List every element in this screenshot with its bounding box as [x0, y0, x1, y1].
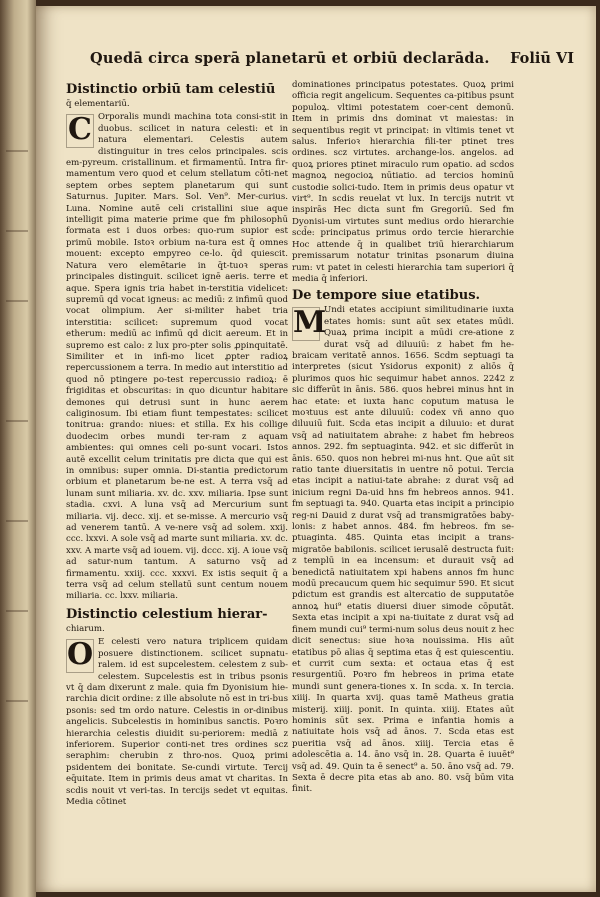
paragraph-etatibus: [292, 305, 514, 795]
left-text-column: [66, 80, 288, 808]
right-text-column: [292, 80, 514, 796]
section-heading-hierarchiarum: Distinctio celestium hierar-: [66, 606, 268, 622]
book-page: [36, 6, 596, 892]
drop-initial-o: O: [67, 637, 94, 673]
paragraph-hierarchiarum-text: E celesti vero natura triplicem quidam posuere distinctionem. scilicet supnatu-ralem. id est supcelestem. celestem z sub-celestem. Supcelestis est in tribus psonis vt q̄ dam dixerunt z male. quia fm Dyonisium hie-rarchia dicit ordine: z ille absolute nō est in tri-bus psonis: sed tm ordo nature. Celestis in or-dinibus angelicis. Subcelestis in hominibus sanctis. Poꝛro hierarchia celestis diuidit su-periorem: mediā z inferiorem. Superior conti-net tres ordines scz seraphim: cherubin z thro-nos. Quoꝝ primi psidentem dei bonitate. Se-cundi virtute. Tercij eq̄uitate. Item in primis deus amat vt charitas. In scdis nouit vt veri-tas. In tercijs sedet vt equitas. Media cōtinet: [66, 637, 288, 807]
section-heading-orbium: Distinctio orbiū tam celestiū: [66, 82, 276, 97]
section-heading-orbium-cont: q̄ elementariū.: [66, 99, 130, 109]
drop-initial-c: C: [66, 114, 94, 148]
facing-page-edge: [0, 0, 36, 897]
paragraph-orbium-text: Orporalis mundi machina tota consi-stit in duobus. scilicet in natura celesti: et in natura elementari. Celestis autem distinguitur in tres celos principales. scis em-pyreum. cristallinum. et firmamentū. Intra fir-mamentum vero quod et celum stellatum cōti-net septem orbes septem planetarum qui sunt Saturnus. Jupiter. Mars. Sol. Ven⁹. Mer-curius. Luna. Nomine autē celi cristallini siue aque intelligit pima materie prime que fm philosophū formata est i duos orbes: quo-rum supior est primū mobile. Istoꝛ orbium na-tura est q̄ omnes mouent: excepto empyreo ce-lo. q̄d quiescit. Natura vero elemētarie in q̄t-tuoꝛ speras principales distinguit. scilicet ignē aeris. terre et aque. Spera ignis tria habet in-terstitia videlicet: supremū qd vocat igneus: ac mediū: z infimū quod vocat olimpium. Aer si-militer habet tria interstitia: scilicet: supremum quod vocat etherum: mediū ac infimū qd dicit aereum. Et in supremo est calo: z lux pro-pter solis ꝓpinquitatē. Similiter et in infi-mo licet ꝓpter radioꝝ repercussionem a terra. In medio aut interstitio ad quod nō ptingere po-test repercussio radioꝝ: ē frigiditas et obscuritas: in quo dicuntur habitare demones qui detrusi sunt in hunc aerem caliginosum. Ibi etiam fiunt tempestates: scilicet tonitrua: grando: niues: et stilla. Ex his collige duodecim orbes mundi ter-ram z aquam ambientes: qui omnes celi po-sunt vocari. Istos autē excellit celum trinitatis pre dicta que qui est in omnibus: super omnia. Di-stantia predictorum orbium et planetarum be-ne est. A terra vsq̄ ad lunam sunt miliaria. xv. dc. xxv. miliaria. Ipse sunt stadia. cxvi. A luna vsq̄ ad Mercurium sunt miliaria. vij. decc. xij. et se-misse. A mercurio vsq̄ ad venerem tantū. A ve-nere vsq̄ ad solem. xxij. ccc. lxxvi. A sole vsq̄ ad marte sunt miliaria. xv. dc. xxv. A marte vsq̄ ad iouem. vij. dccc. xij. A ioue vsq̄ ad satur-num tantum. A saturno vsq̄ ad firmamentu. xxiij. ccc. xxxvi. Ex istis sequit q̄ a terra vsq̄ ad celum stellatū sunt centum nouem miliaria. cc. lxxv. miliaria.: [66, 112, 288, 602]
section-heading-etatibus: De tempore siue etatibus.: [292, 288, 481, 304]
running-head: Quedā circa sperā planetarū et orbiū declarāda.: [90, 50, 490, 67]
folio-number: Foliū VI: [510, 50, 574, 67]
drop-initial-m: M: [293, 305, 327, 341]
paragraph-etatibus-text: Undi etates accipiunt similitudinarie iuxta etates homis: sunt aūt sex etates mūdi. Quaꝝ prima incipit a mūdi cre-atione z durat vsq̄ ad diluuiū: z habet fm he-braicam veritatē annos. 1656. Scdm septuagi ta interpretes (sicut Ysidorus exponit) z aliōs q̄ plurimos quos hic sequimur habet annos. 2242 z sic differūt in ānis. 586. quos hebrei minus hnt in hac etate: et iuxta hanc coputum matusa le moꝛtuus est ante diluuiū: codex vñ anno quo diluuiū fuit. Scda etas incipit a diluuio: et durat vsq̄ ad natiuitatem abrahe: z habet fm hebreos annos. 292. fm septuaginta. 942. et sic differūt in ānis. 650. quos non hebrei mi-nus hnt. Que aūt sit ratio tante diuersitatis in uentre nō potui. Tercia etas incipit a natiui-tate abrahe: z durat vsq̄ ad inicium regni Da-uid hns fm hebreos annos. 941. fm septuagi ta. 940. Quarta etas incipit a principio reg-ni Dauid z durat vsq̄ ad transmigratōes baby-lonis: z habet annos. 484. fm hebreos. fm se-ptuaginta. 485. Quinta etas incipit a trans-migratōe babilonis. scilicet ierusalē destructa fuit: z templū in ea incensum: et durauit vsq̄ ad benedictā natiuitatem xpi habens annos fm hunc modū precaucum quem hic sequimur 590. Et sicut pdictum est grandis est altercatio de supputatōe annoꝝ hui⁹ etatis diuersi diuer simode cōputāt. Sexta etas incipit a xpi na-tiuitate z durat vsq̄ ad finem mundi cui⁹ termi-num solus deus nouit z hec dicit senectus: siue hoꝛa nouissima. His aūt etatibus pō alias q̄ septima etas q̄ est quiescentiu. et currit cum sexta: et octaua etas q̄ est resurgentiū. Poꝛro fm hebreos in prima etate mundi sunt genera-tiones x. In scda. x. In tercia. xiiij. In quarta xvij. quas tamē Matheus gratia misterij. xiiij. ponit. In quinta. xiiij. Etates aūt hominis sūt sex. Prima e infantia homis a natiuitate hois vsq̄ ad ānos. 7. Scda etas est pueritia vsq̄ ad ānos. xiiij. Tercia etas ē adolescētia a. 14. āno vsq̄ in. 28. Quarta ē iuuēt⁹ vsq̄ ad. 49. Quin ta ē senect⁹ a. 50. āno vsq̄ ad. 79. Sexta ē decre pita etas ab ano. 80. vsq̄ būm vita finit.: [292, 305, 514, 795]
paragraph-hierarchy-cont: dominationes principatus potestates. Quoꝝ primi officia regit angelicum. Sequentes ca-pitibus psunt populoꝝ. vltimi potestatem coer-cent demonū. Item in primis dns dominat vt maiestas: in sequentibus regit vt principat: in vltimis tenet vt salus. Inferioꝛ hierarchia fili-ter ptinet tres ordines. scz virtutes. archange-los. angelos. ad quoꝝ priores ptinet miraculo rum opatio. ad scdos magnoꝝ negocioꝝ nūtiatio. ad tercios hominū custodie solici-tudo. Item in primis deus opatur vt virt⁹. In scdis reuelat vt lux. In tercijs nutrit vt inspirās Hec dicta sunt fm Gregoriū. Sed fm Dyonisi-um virtutes sunt medius ordo hierarchie scd̄e: principatus primus ordo tercie hierarchie Hoc attende q̄ in qualibet triū hierarchiarum premissarum notatur trinitas psonarum diuina rum: vt patet in celesti hierarchia tam superiori q̄ media q̄ inferiori.: [292, 80, 514, 284]
paragraph-orbium: [66, 112, 288, 602]
section-heading-hierarchiarum-cont: chiarum.: [66, 623, 105, 634]
paragraph-hierarchiarum: [66, 637, 288, 808]
